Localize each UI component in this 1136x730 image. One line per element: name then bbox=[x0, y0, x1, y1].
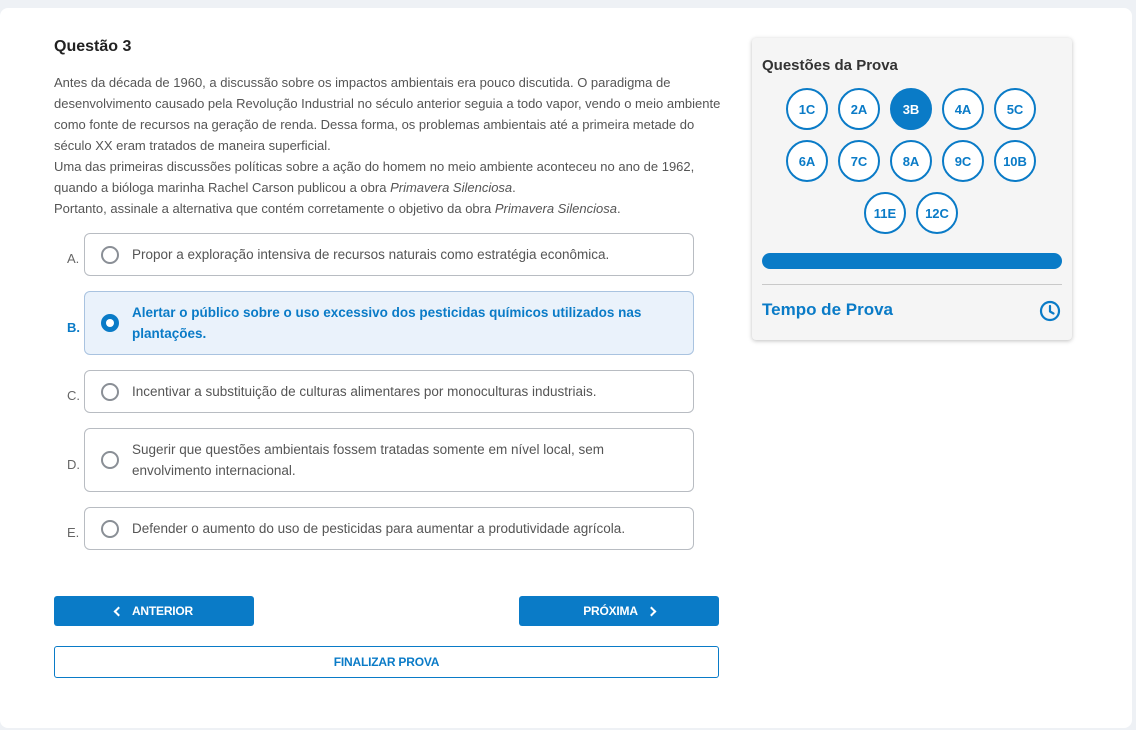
exam-progress-bar bbox=[762, 253, 1062, 269]
chevron-left-icon bbox=[114, 606, 124, 616]
question-bubble-1[interactable]: 1C bbox=[786, 88, 828, 130]
option-text: Sugerir que questões ambientais fossem tratadas somente em nível local, sem envolvimento internacional. bbox=[132, 442, 604, 478]
statement-text: . bbox=[512, 180, 516, 195]
question-bubble-9[interactable]: 9C bbox=[942, 140, 984, 182]
option-b[interactable] bbox=[54, 291, 694, 355]
radio-button-selected-icon[interactable] bbox=[101, 314, 119, 332]
question-bubble-2[interactable]: 2A bbox=[838, 88, 880, 130]
next-button-label: PRÓXIMA bbox=[583, 604, 638, 618]
chevron-right-icon bbox=[646, 606, 656, 616]
option-box[interactable] bbox=[84, 233, 694, 276]
clock-icon[interactable] bbox=[1039, 300, 1061, 322]
option-text: Alertar o público sobre o uso excessivo dos pesticidas químicos utilizados nas plantações. bbox=[132, 305, 642, 341]
panel-divider bbox=[762, 284, 1062, 285]
option-letter: C. bbox=[67, 388, 80, 403]
option-e[interactable] bbox=[54, 507, 694, 550]
radio-button-icon[interactable] bbox=[101, 383, 119, 401]
radio-button-icon[interactable] bbox=[101, 451, 119, 469]
option-letter: D. bbox=[67, 457, 80, 472]
book-title: Primavera Silenciosa bbox=[494, 201, 617, 216]
previous-button-label: ANTERIOR bbox=[131, 604, 194, 618]
finish-exam-button[interactable] bbox=[54, 646, 719, 678]
option-d[interactable] bbox=[54, 428, 694, 492]
previous-button[interactable] bbox=[54, 596, 254, 626]
option-a[interactable] bbox=[54, 233, 694, 276]
question-bubble-7[interactable]: 7C bbox=[838, 140, 880, 182]
finish-exam-button-label: FINALIZAR PROVA bbox=[333, 655, 440, 669]
radio-button-icon[interactable] bbox=[101, 246, 119, 264]
question-statement bbox=[54, 72, 724, 219]
radio-button-icon[interactable] bbox=[101, 520, 119, 538]
option-box[interactable] bbox=[84, 507, 694, 550]
statement-text: Uma das primeiras discussões políticas sobre a ação do homem no meio ambiente aconteceu no ano de 1962, quando a bióloga marinha Rachel Carson publicou a obra bbox=[54, 159, 695, 195]
option-box[interactable] bbox=[84, 291, 694, 355]
exam-timer-label: Tempo de Prova bbox=[762, 300, 893, 319]
option-box[interactable] bbox=[84, 370, 694, 413]
option-letter: E. bbox=[67, 525, 80, 540]
statement-paragraph-3 bbox=[54, 198, 724, 219]
option-text: Defender o aumento do uso de pesticidas para aumentar a produtividade agrícola. bbox=[132, 521, 626, 536]
question-bubble-6[interactable]: 6A bbox=[786, 140, 828, 182]
statement-paragraph-1: Antes da década de 1960, a discussão sobre os impactos ambientais era pouco discutida. O paradigma de desenvolvimento causado pela Revolução Industrial no século anterior seguia a todo vapor, vendo o meio ambiente como fonte de recursos na geração de renda. Dessa forma, os problemas ambientais até a primeira metade do século XX eram tratados de maneira superficial. bbox=[54, 75, 721, 153]
question-bubble-12[interactable]: 12C bbox=[916, 192, 958, 234]
statement-text: Portanto, assinale a alternativa que contém corretamente o objetivo da obra bbox=[54, 201, 495, 216]
question-bubble-4[interactable]: 4A bbox=[942, 88, 984, 130]
question-bubble-3-active[interactable]: 3B bbox=[890, 88, 932, 130]
book-title: Primavera Silenciosa bbox=[390, 180, 513, 195]
question-bubble-11[interactable]: 11E bbox=[864, 192, 906, 234]
option-letter: B. bbox=[67, 320, 80, 335]
question-bubble-8[interactable]: 8A bbox=[890, 140, 932, 182]
question-title: Questão 3 bbox=[54, 38, 132, 55]
option-letter: A. bbox=[67, 251, 80, 266]
statement-paragraph-2 bbox=[54, 156, 724, 198]
option-text: Propor a exploração intensiva de recursos naturais como estratégia econômica. bbox=[132, 247, 610, 262]
question-bubble-10[interactable]: 10B bbox=[994, 140, 1036, 182]
question-bubble-5[interactable]: 5C bbox=[994, 88, 1036, 130]
exam-questions-panel bbox=[752, 38, 1072, 340]
option-box[interactable] bbox=[84, 428, 694, 492]
statement-text: . bbox=[616, 201, 621, 216]
next-button[interactable] bbox=[519, 596, 719, 626]
option-c[interactable] bbox=[54, 370, 694, 413]
panel-title: Questões da Prova bbox=[762, 57, 898, 74]
option-text: Incentivar a substituição de culturas alimentares por monoculturas industriais. bbox=[132, 384, 597, 399]
